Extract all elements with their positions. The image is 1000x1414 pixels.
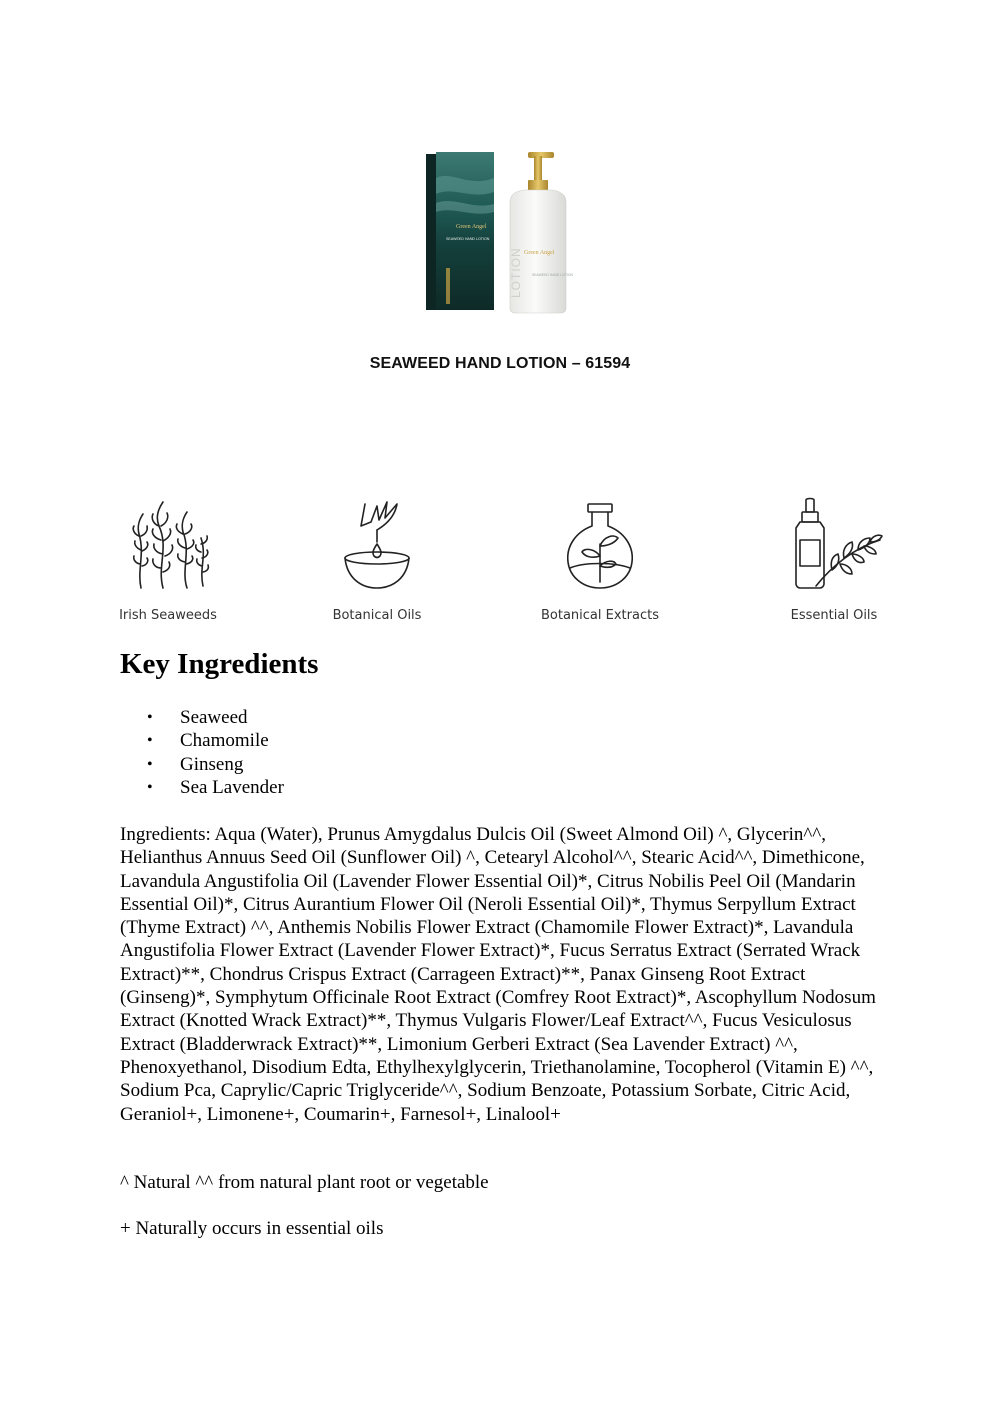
box-brand: Green Angel	[456, 224, 487, 230]
feature-essential-oils	[734, 496, 934, 623]
seaweed-icon	[123, 496, 213, 592]
product-title: SEAWEED HAND LOTION – 61594	[369, 355, 631, 372]
flask-plant-icon	[560, 496, 640, 592]
box-front	[436, 152, 494, 310]
pump-stem	[534, 156, 542, 182]
bottle-product-name: SEAWEED HAND LOTION	[532, 273, 573, 277]
dropper-bottle-icon	[784, 496, 884, 592]
feature-botanical-oils	[277, 496, 477, 623]
list-item: • Ginseng	[120, 753, 284, 776]
ingredients-paragraph: Ingredients: Aqua (Water), Prunus Amygdalus Dulcis Oil (Sweet Almond Oil) ^, Glycerin^^, Helianthus Annuus Seed Oil (Sunflower Oil) ^, Cetearyl Alcohol^^, Stearic Acid^^, Dimethicone, Lavandula Angustifolia Oil (Lavender Flower Essential Oil)*, Citrus Nobilis Peel Oil (Mandarin Essential Oil)*, Citrus Aurantium Flower Oil (Neroli Essential Oil)*, Thymus Serpyllum Extract (Thyme Extract) ^^, Anthemis Nobilis Flower Extract (Chamomile Flower Extract)*, Lavandula Angustifolia Flower Extract (Lavender Flower Extract)*, Fucus Serratus Extract (Serrated Wrack Extract)**, Chondrus Crispus Extract (Carrageen Extract)**, Panax Ginseng Root Extract (Ginseng)*, Symphytum Officinale Root Extract (Comfrey Root Extract)*, Ascophyllum Nodosum Extract (Knotted Wrack Extract)**, Thymus Vulgaris Flower/Leaf Extract^^, Fucus Vesiculosus Extract (Bladderwrack Extract)**, Limonium Gerberi Extract (Sea Lavender Extract) ^^, Phenoxyethanol, Disodium Edta, Ethylhexylglycerin, Triethanolamine, Tocopherol (Vitamin E) ^^, Sodium Pca, Caprylic/Capric Triglyceride^^, Sodium Benzoate, Potassium Sorbate, Citric Acid, Geraniol+, Limonene+, Coumarin+, Farnesol+, Linalool+	[120, 824, 876, 1125]
feature-label: Essential Oils	[790, 608, 878, 623]
list-item: • Chamomile	[120, 729, 284, 752]
list-item: • Seaweed	[120, 706, 284, 729]
feature-label: Botanical Oils	[332, 608, 422, 623]
product-image	[424, 148, 576, 316]
key-ingredients-list	[120, 706, 284, 799]
bottle-brand: Green Angel	[524, 250, 555, 256]
feature-label: Botanical Extracts	[541, 608, 659, 623]
box-product-name: SEAWEED HAND LOTION	[446, 237, 490, 241]
natural-note: ^ Natural ^^ from natural plant root or vegetable	[120, 1172, 489, 1193]
box-side	[426, 154, 436, 310]
key-ingredients-heading: Key Ingredients	[120, 648, 319, 680]
feature-botanical-extracts	[500, 496, 700, 623]
feature-irish-seaweeds	[68, 496, 268, 623]
list-item: • Sea Lavender	[120, 776, 284, 799]
oil-bowl-icon	[337, 496, 417, 592]
feature-label: Irish Seaweeds	[119, 608, 217, 623]
essential-oils-note: + Naturally occurs in essential oils	[120, 1218, 384, 1239]
product-illustration	[424, 148, 576, 316]
bottle-vertical-text: LOTION	[509, 247, 523, 298]
